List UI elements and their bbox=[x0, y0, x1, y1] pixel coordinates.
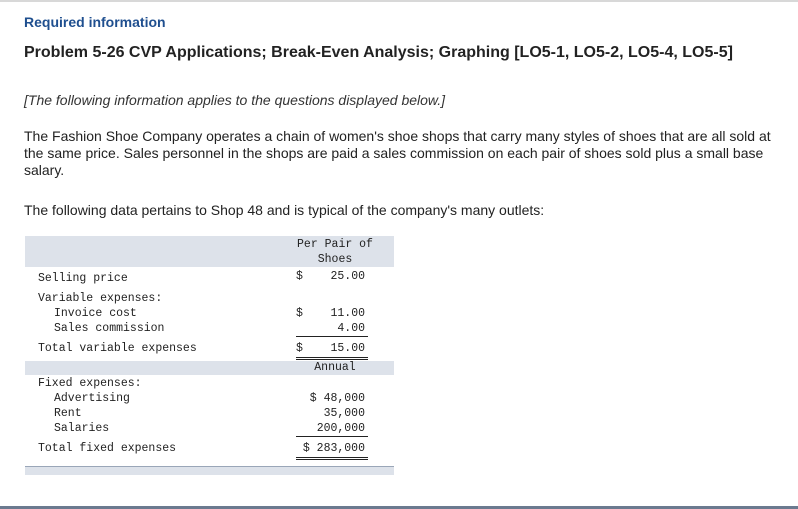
problem-title: Problem 5-26 CVP Applications; Break-Even Analysis; Graphing [LO5-1, LO5-2, LO5-4, LO5-5] bbox=[24, 44, 733, 61]
salaries-value: 200,000 bbox=[316, 422, 365, 435]
col-header-shoes: Shoes bbox=[317, 253, 353, 266]
double-underline bbox=[296, 357, 368, 360]
invoice-cost-dollar: $ bbox=[296, 307, 303, 320]
problem-description: The Fashion Shoe Company operates a chain of women's shoe shops that carry many styles of shoes that are all sold at the same price. Sales personnel in the shops are paid a sales commission on each pair of shoes sold plus a small base salary. bbox=[24, 128, 771, 178]
info-note: [The following information applies to the questions displayed below.] bbox=[24, 92, 446, 108]
sales-commission-label: Sales commission bbox=[54, 322, 165, 335]
table-footer-band bbox=[25, 466, 394, 475]
total-variable-dollar: $ bbox=[296, 342, 303, 355]
cost-data-table bbox=[25, 236, 394, 474]
top-border bbox=[0, 0, 798, 2]
invoice-cost-value: 11.00 bbox=[330, 307, 365, 320]
fixed-expenses-label: Fixed expenses: bbox=[38, 377, 142, 390]
rent-label: Rent bbox=[54, 407, 82, 420]
total-fixed-label: Total fixed expenses bbox=[38, 442, 177, 455]
underline bbox=[296, 336, 368, 337]
col-header-per-pair: Per Pair of bbox=[297, 238, 373, 251]
data-intro: The following data pertains to Shop 48 and is typical of the company's many outlets: bbox=[24, 202, 545, 218]
advertising-label: Advertising bbox=[54, 392, 130, 405]
selling-price-label: Selling price bbox=[38, 272, 128, 285]
double-underline bbox=[296, 457, 368, 460]
underline bbox=[296, 436, 368, 437]
variable-expenses-label: Variable expenses: bbox=[38, 292, 163, 305]
advertising-value: $ 48,000 bbox=[309, 392, 365, 405]
total-variable-label: Total variable expenses bbox=[38, 342, 197, 355]
required-information-heading: Required information bbox=[24, 14, 166, 30]
rent-value: 35,000 bbox=[323, 407, 365, 420]
total-fixed-value: $ 283,000 bbox=[302, 442, 365, 455]
invoice-cost-label: Invoice cost bbox=[54, 307, 137, 320]
sales-commission-value: 4.00 bbox=[337, 322, 365, 335]
col-header-annual: Annual bbox=[314, 361, 356, 374]
total-variable-value: 15.00 bbox=[330, 342, 365, 355]
selling-price-value: 25.00 bbox=[330, 270, 365, 283]
selling-price-dollar: $ bbox=[296, 270, 303, 283]
salaries-label: Salaries bbox=[54, 422, 110, 435]
